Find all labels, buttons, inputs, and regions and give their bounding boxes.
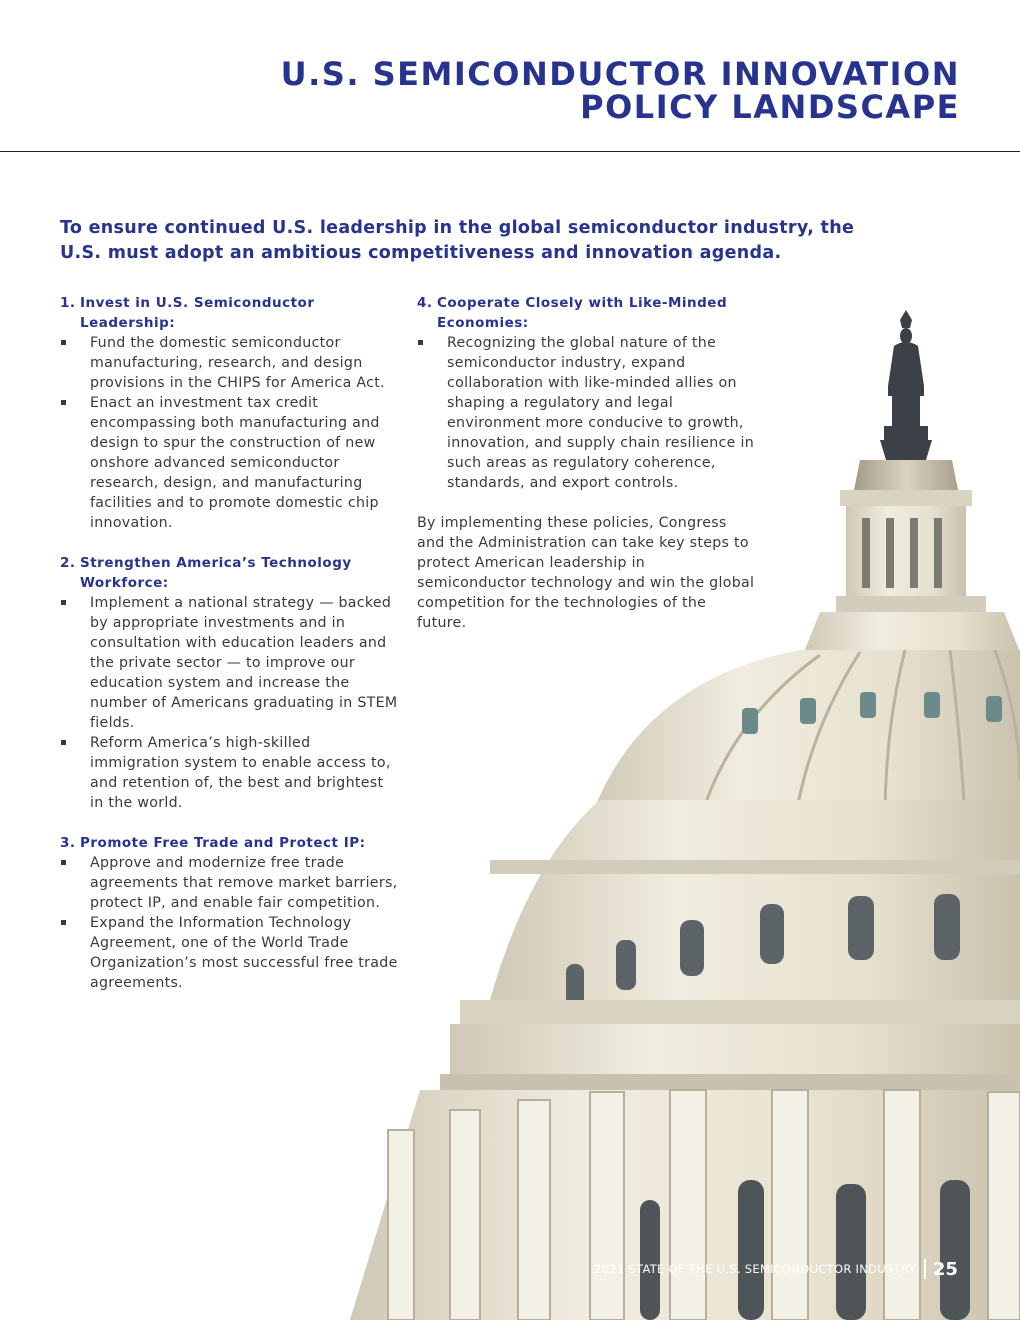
bullet-item: Enact an investment tax credit encompassing both manufacturing and design to spur the construction of new onshore advanced semiconductor research, design, and manufacturing facilities and to promote domestic chip innovation. [60, 393, 400, 533]
bullet-list [60, 853, 400, 993]
statue-of-freedom [880, 310, 932, 460]
section-number: 2. [60, 555, 76, 571]
section-title: Promote Free Trade and Protect IP: [80, 835, 366, 851]
bullet-list [60, 593, 400, 813]
bullet-item: Fund the domestic semiconductor manufacturing, research, and design provisions in the CHIPS for America Act. [60, 333, 400, 393]
page-title-line-2: POLICY LANDSCAPE [580, 88, 960, 126]
policy-column-left [60, 293, 400, 1013]
section-heading [417, 293, 757, 333]
bullet-item: Reform America’s high-skilled immigration system to enable access to, and retention of, the best and brightest in the world. [60, 733, 400, 813]
page-footer [594, 1257, 958, 1281]
section-heading [60, 293, 400, 333]
section-number: 1. [60, 295, 76, 311]
closing-paragraph: By implementing these policies, Congress and the Administration can take key steps to protect American leadership in semiconductor technology and win the global competition for the technologies of the future. [417, 515, 755, 631]
section-heading [60, 553, 400, 593]
intro-statement: To ensure continued U.S. leadership in the global semiconductor industry, the U.S. must adopt an ambitious competitiveness and innovation agenda. [60, 218, 855, 263]
policy-section-invest [60, 293, 400, 533]
page-title [280, 55, 960, 126]
section-number: 4. [417, 295, 433, 311]
section-title: Strengthen America’s Technology Workforce: [80, 555, 352, 591]
footer-divider [924, 1259, 926, 1279]
section-title: Cooperate Closely with Like-Minded Economies: [437, 295, 728, 331]
bullet-item: Approve and modernize free trade agreements that remove market barriers, protect IP, and enable fair competition. [60, 853, 400, 913]
page-title-line-1: U.S. SEMICONDUCTOR INNOVATION [280, 55, 960, 93]
policy-section-cooperate [417, 293, 757, 493]
section-number: 3. [60, 835, 76, 851]
policy-section-trade [60, 833, 400, 993]
bullet-list [417, 333, 757, 493]
page-number: 25 [932, 1258, 958, 1280]
bullet-list [60, 333, 400, 533]
bullet-item: Recognizing the global nature of the semiconductor industry, expand collaboration with like-minded allies on shaping a regulatory and legal environment more conducive to growth, innovation, and supply chain resilience in such areas as regulatory coherence, standards, and export controls. [417, 333, 757, 493]
footer-publication-title: 2021 STATE OF THE U.S. SEMICONDUCTOR INDUSTRY [594, 1262, 916, 1276]
bullet-item: Implement a national strategy — backed by appropriate investments and in consultation with education leaders and the private sector — to improve our education system and increase the number of Americans graduating in STEM fields. [60, 593, 400, 733]
policy-column-right [417, 293, 757, 633]
section-heading [60, 833, 400, 853]
policy-section-workforce [60, 553, 400, 813]
bullet-item: Expand the Information Technology Agreement, one of the World Trade Organization’s most successful free trade agreements. [60, 913, 400, 993]
header-divider [0, 151, 1020, 152]
section-title: Invest in U.S. Semiconductor Leadership: [80, 295, 315, 331]
